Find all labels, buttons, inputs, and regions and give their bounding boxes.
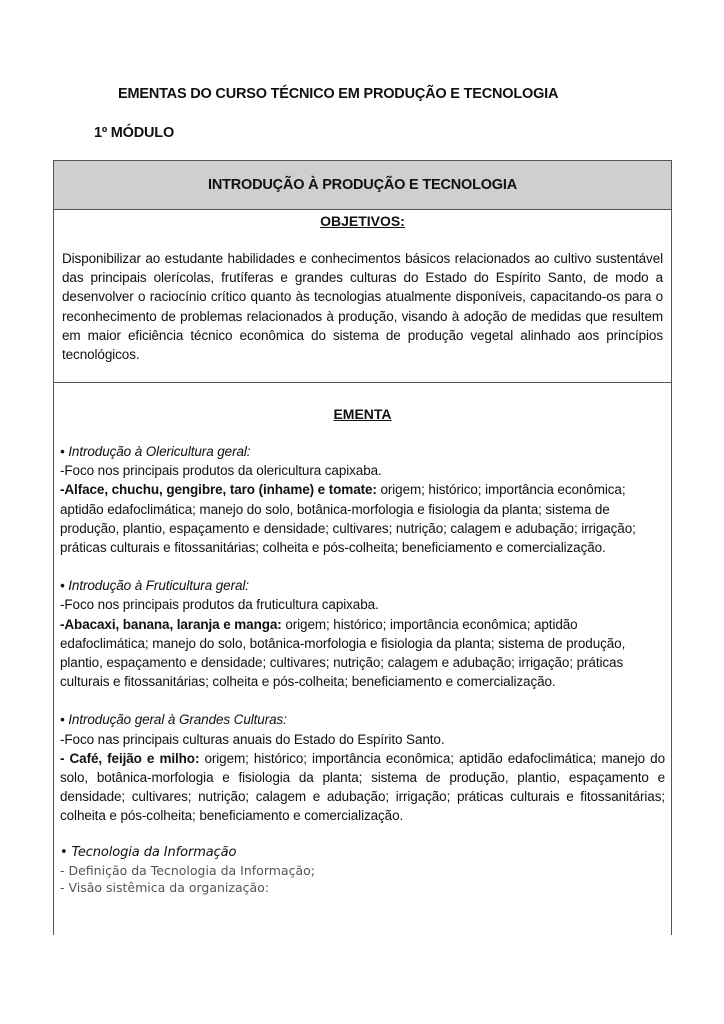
list-item: - Definição da Tecnologia da Informação; bbox=[60, 862, 315, 878]
topic-crops: - Café, feijão e milho: bbox=[60, 750, 200, 766]
module-title: 1º MÓDULO bbox=[94, 125, 175, 141]
objectives-text: Disponibilizar ao estudante habilidades e conhecimentos básicos relacionados ao cultivo sustentável das principais olerícolas, frutíferas e grandes culturas do Estado do Espírito Santo, de modo a desenvolver o raciocínio crítico quanto às tecnologias atualmente disponíveis, capacitando-os para o reconhecimento de problemas relacionados à produção, visando à adoção de medidas que resultem em maior eficiência técnico econômica do sistema de produção vegetal alinhado aos princípios tecnológicos. bbox=[62, 251, 663, 363]
objectives-title: OBJETIVOS: bbox=[320, 213, 405, 229]
topic-details: origem; histórico; importância econômica; aptidão edafoclimática; manejo do solo, botânica-morfologia e fisiologia da planta; sistema de produção, plantio, espaçamento e densidade; cultivares; nutrição; calagem e adubação; irrigação; práticas culturais e fitossanitárias; colheita e pós-colheita; beneficiamento e comercialização. bbox=[60, 616, 626, 690]
topic-details: origem; histórico; importância econômica; aptidão edafoclimática; manejo do solo, botânica-morfologia e fisiologia da planta; sistema de produção, plantio, espaçamento e densidade; cultivares; nutrição; calagem e adubação; irrigação; práticas culturais e fitossanitárias; colheita e pós-colheita; beneficiamento e comercialização. bbox=[60, 482, 636, 556]
course-name: INTRODUÇÃO À PRODUÇÃO E TECNOLOGIA bbox=[54, 161, 671, 210]
topic-heading: • Introdução geral à Grandes Culturas: bbox=[60, 712, 287, 728]
topic-crops: -Abacaxi, banana, laranja e manga: bbox=[60, 616, 282, 632]
course-table bbox=[53, 160, 672, 935]
document-title: EMENTAS DO CURSO TÉCNICO EM PRODUÇÃO E TECNOLOGIA bbox=[118, 86, 559, 102]
topic-crops: -Alface, chuchu, gengibre, taro (inhame) e tomate: bbox=[60, 482, 377, 498]
topic-olericultura bbox=[60, 442, 665, 557]
ementa-title: EMENTA bbox=[333, 406, 392, 422]
list-item: - Visão sistêmica da organização: bbox=[60, 879, 270, 895]
objectives-section bbox=[54, 210, 671, 383]
topic-content bbox=[60, 615, 665, 692]
topic-focus: -Foco nos principais produtos da olericultura capixaba. bbox=[60, 463, 382, 479]
topic-content bbox=[60, 480, 665, 557]
topic-heading: • Tecnologia da Informação bbox=[60, 844, 237, 860]
topic-focus: -Foco nas principais culturas anuais do Estado do Espírito Santo. bbox=[60, 731, 445, 747]
topic-tecnologia-informacao bbox=[60, 843, 665, 896]
topic-grandes-culturas bbox=[60, 710, 665, 825]
topic-fruticultura bbox=[60, 576, 665, 691]
topic-details: origem; histórico; importância econômica; aptidão edafoclimática; manejo do solo, botânica-morfologia e fisiologia da planta; sistema de produção, plantio, espaçamento e densidade; cultivares; nutrição; calagem e adubação; irrigação; práticas culturais e fitossanitárias; colheita e pós-colheita; beneficiamento e comercialização. bbox=[60, 750, 665, 824]
topic-heading: • Introdução à Fruticultura geral: bbox=[60, 578, 249, 594]
topic-focus: -Foco nos principais produtos da fruticultura capixaba. bbox=[60, 597, 379, 613]
ementa-section bbox=[54, 406, 671, 896]
topic-heading: • Introdução à Olericultura geral: bbox=[60, 444, 251, 459]
topic-content bbox=[60, 749, 665, 826]
